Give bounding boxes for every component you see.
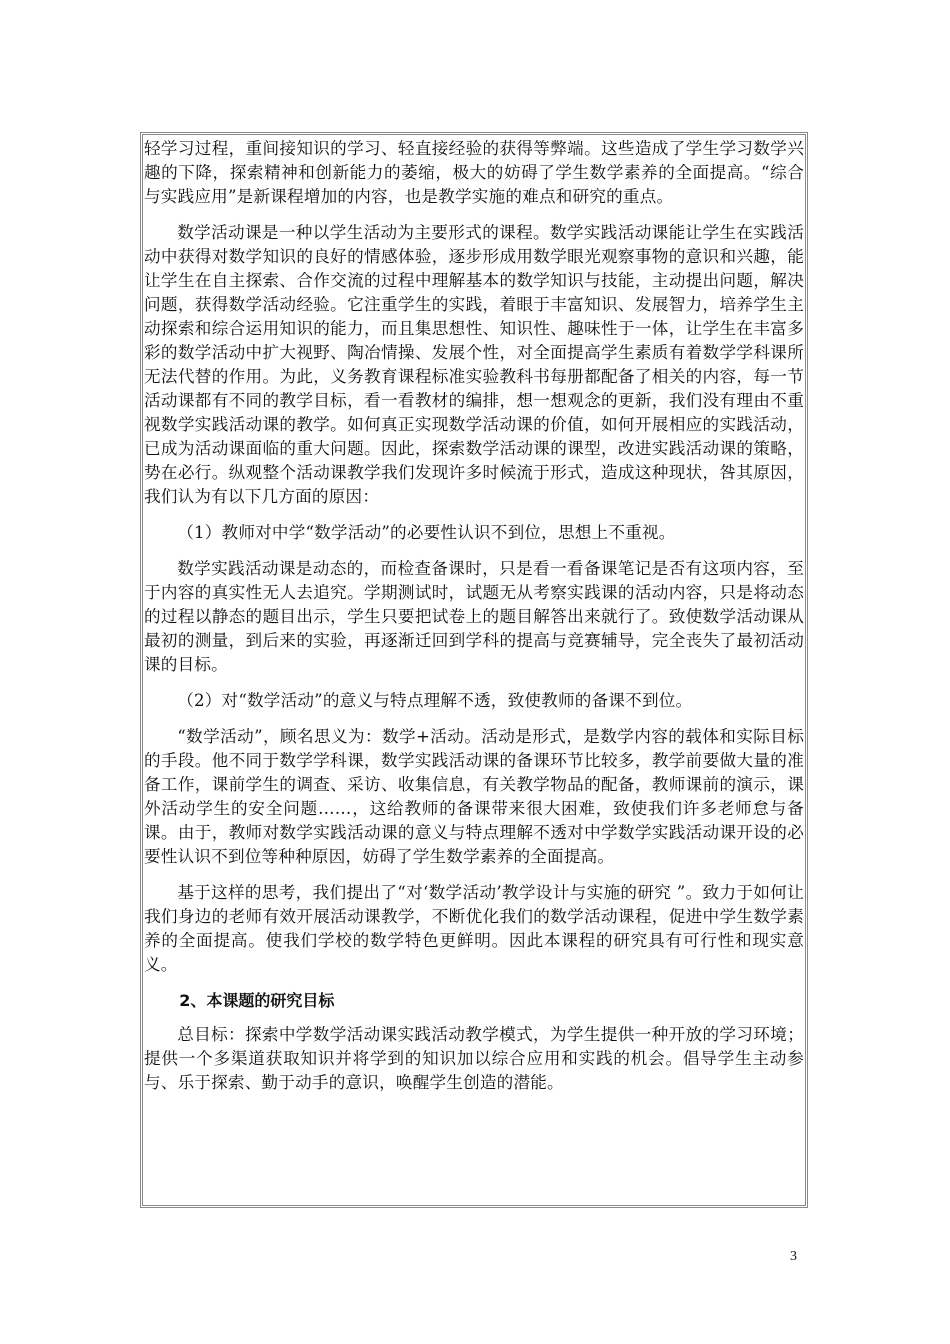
paragraph-2: 数学活动课是一种以学生活动为主要形式的课程。数学实践活动课能让学生在实践活动中获得对数学知识的良好的情感体验，逐步形成用数学眼光观察事物的意识和兴趣，能让学生在自主探索、合作交流的过程中理解基本的数学知识与技能，主动提出问题，解决问题，获得数学活动经验。它注重学生的实践，着眼于丰富知识、发展智力，培养学生主动探索和综合运用知识的能力，而且集思想性、知识性、趣味性于一体，让学生在丰富多彩的数学活动中扩大视野、陶冶情操、发展个性，对全面提高学生素质有着数学学科课所无法代替的作用。为此，义务教育课程标准实验教科书每册都配备了相关的内容，每一节活动课都有不同的教学目标，看一看教材的编排，想一想观念的更新，我们没有理由不重视数学实践活动课的教学。如何真正实现数学活动课的价值，如何开展相应的实践活动，已成为活动课面临的重大问题。因此，探索数学活动课的课型，改进实践活动课的策略，势在必行。纵观整个活动课教学我们发现许多时候流于形式，造成这种现状，咎其原因，我们认为有以下几方面的原因： <box>144 223 804 506</box>
list-item-2: （2）对“数学活动”的意义与特点理解不透，致使教师的备课不到位。 <box>177 691 693 710</box>
list-item-1: （1）教师对中学“数学活动”的必要性认识不到位，思想上不重视。 <box>177 523 676 542</box>
section-heading: 2、本课题的研究目标 <box>179 991 335 1010</box>
paragraph-6: 总目标：探索中学数学活动课实践活动教学模式，为学生提供一种开放的学习环境；提供一个多渠道获取知识并将学到的知识加以综合应用和实践的机会。倡导学生主动参与、乐于探索、勤于动手的意识，唤醒学生创造的潜能。 <box>144 1025 804 1092</box>
paragraph-3: 数学实践活动课是动态的，而检查备课时，只是看一看备课笔记是否有这项内容，至于内容的真实性无人去追究。学期测试时，试题无从考察实践课的活动内容，只是将动态的过程以静态的题目出示，学生只要把试卷上的题目解答出来就行了。致使数学活动课从最初的测量，到后来的实验，再逐渐迁回到学科的提高与竞赛辅导，完全丧失了最初活动课的目标。 <box>144 559 804 674</box>
paragraph-5: 基于这样的思考，我们提出了“对‘数学活动’教学设计与实施的研究 ”。致力于如何让我们身边的老师有效开展活动课教学，不断优化我们的数学活动课程，促进中学生数学素养的全面提高。使我们学校的数学特色更鲜明。因此本课程的研究具有可行性和现实意义。 <box>144 883 804 974</box>
page-number: 3 <box>790 1249 797 1264</box>
paragraph-1: 轻学习过程，重间接知识的学习、轻直接经验的获得等弊端。这些造成了学生学习数学兴趣的下降，探索精神和创新能力的萎缩，极大的妨碍了学生数学素养的全面提高。“综合与实践应用”是新课程增加的内容，也是教学实施的难点和研究的重点。 <box>144 139 804 206</box>
paragraph-4: “数学活动”，顾名思义为：数学+活动。活动是形式，是数学内容的载体和实际目标的手段。他不同于数学学科课，数学实践活动课的备课环节比较多，教学前要做大量的准备工作，课前学生的调查、采访、收集信息，有关教学物品的配备，教师课前的演示，课外活动学生的安全问题……，这给教师的备课带来很大困难，致使我们许多老师怠与备课。由于，教师对数学实践活动课的意义与特点理解不透对中学数学实践活动课开设的必要性认识不到位等种种原因，妨碍了学生数学素养的全面提高。 <box>144 727 804 866</box>
document-body <box>143 135 805 1107</box>
page-frame <box>140 132 808 1208</box>
